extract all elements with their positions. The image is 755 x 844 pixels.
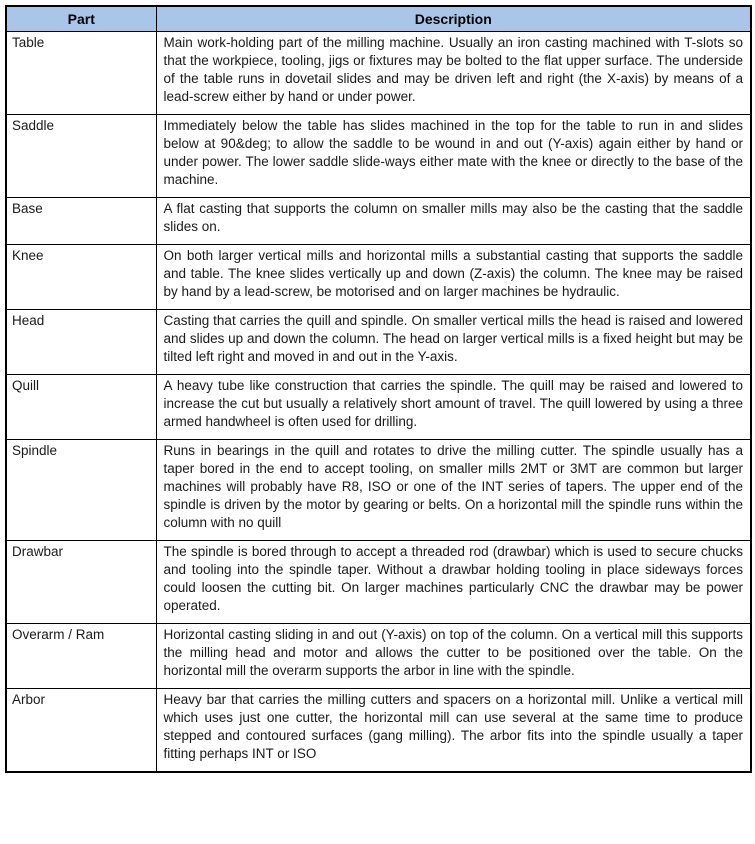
header-row — [6, 6, 751, 32]
part-cell: Base — [6, 198, 156, 245]
table-row — [6, 541, 751, 624]
parts-table — [5, 5, 752, 773]
table-row — [6, 440, 751, 541]
table-row — [6, 689, 751, 773]
description-cell: On both larger vertical mills and horizontal mills a substantial casting that supports the saddle and table. The knee slides vertically up and down (Z-axis) the column. The knee may be raised by hand by a lead-screw, be motorised and on larger machines be hydraulic. — [156, 245, 751, 310]
description-cell: Runs in bearings in the quill and rotates to drive the milling cutter. The spindle usually has a taper bored in the end to accept tooling, on smaller mills 2MT or 3MT are common but larger machines will probably have R8, ISO or one of the INT series of tapers. The upper end of the spindle is driven by the motor by gearing or belts. On a horizontal mill the spindle runs within the column with no quill — [156, 440, 751, 541]
column-header-description: Description — [156, 6, 751, 32]
table-row — [6, 32, 751, 115]
part-cell: Drawbar — [6, 541, 156, 624]
part-cell: Saddle — [6, 115, 156, 198]
part-cell: Head — [6, 310, 156, 375]
column-header-part: Part — [6, 6, 156, 32]
part-cell: Overarm / Ram — [6, 624, 156, 689]
part-cell: Spindle — [6, 440, 156, 541]
part-cell: Arbor — [6, 689, 156, 773]
part-cell: Table — [6, 32, 156, 115]
table-header — [6, 6, 751, 32]
table-row — [6, 624, 751, 689]
table-row — [6, 198, 751, 245]
description-cell: Horizontal casting sliding in and out (Y-axis) on top of the column. On a vertical mill this supports the milling head and motor and allows the cutter to be positioned over the table. On the horizontal mill the overarm supports the arbor in line with the spindle. — [156, 624, 751, 689]
description-cell: A flat casting that supports the column on smaller mills may also be the casting that the saddle slides on. — [156, 198, 751, 245]
table-row — [6, 375, 751, 440]
description-cell: Immediately below the table has slides machined in the top for the table to run in and slides below at 90&deg; to allow the saddle to be wound in and out (Y-axis) again either by hand or under power. The lower saddle slide-ways either mate with the knee or directly to the base of the machine. — [156, 115, 751, 198]
description-cell: Heavy bar that carries the milling cutters and spacers on a horizontal mill. Unlike a vertical mill which uses just one cutter, the horizontal mill can use several at the same time to produce stepped and contoured surfaces (gang milling). The arbor fits into the spindle usually a taper fitting perhaps INT or ISO — [156, 689, 751, 773]
description-cell: Casting that carries the quill and spindle. On smaller vertical mills the head is raised and lowered and slides up and down the column. The head on larger vertical mills is a fixed height but may be tilted left right and moved in and out in the Y-axis. — [156, 310, 751, 375]
description-cell: Main work-holding part of the milling machine. Usually an iron casting machined with T-slots so that the workpiece, tooling, jigs or fixtures may be bolted to the flat upper surface. The underside of the table runs in dovetail slides and may be driven left and right (the X-axis) by means of a lead-screw either by hand or under power. — [156, 32, 751, 115]
description-cell: The spindle is bored through to accept a threaded rod (drawbar) which is used to secure chucks and tooling into the spindle taper. Without a drawbar holding tooling in place sideways forces could loosen the cutting bit. On larger machines particularly CNC the drawbar may be power operated. — [156, 541, 751, 624]
table-row — [6, 245, 751, 310]
part-cell: Knee — [6, 245, 156, 310]
table-row — [6, 115, 751, 198]
description-cell: A heavy tube like construction that carries the spindle. The quill may be raised and lowered to increase the cut but usually a relatively short amount of travel. The quill lowered by using a three armed handwheel is often used for drilling. — [156, 375, 751, 440]
table-body — [6, 32, 751, 773]
table-row — [6, 310, 751, 375]
part-cell: Quill — [6, 375, 156, 440]
